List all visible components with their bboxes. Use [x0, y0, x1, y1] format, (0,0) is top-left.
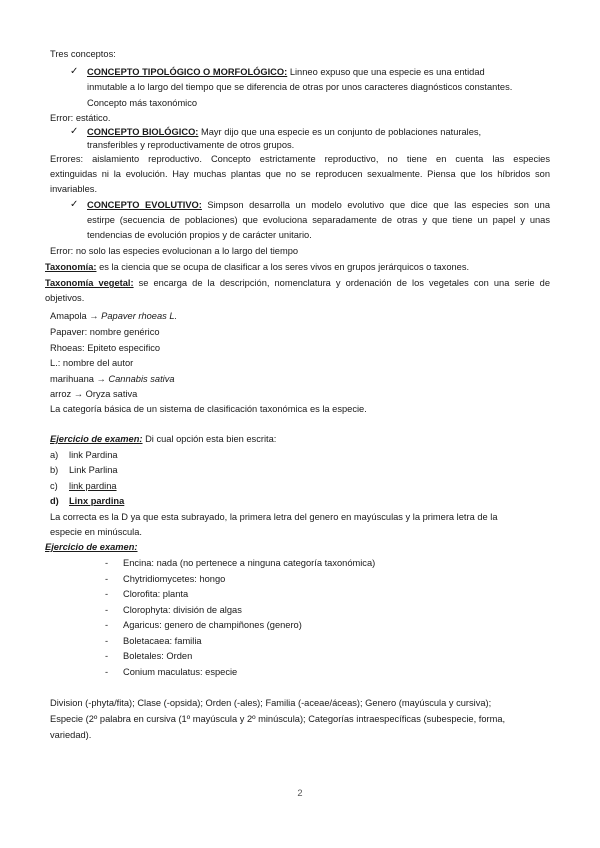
exercise2-item: Chytridiomycetes: hongo	[123, 574, 226, 584]
taxonomia-vegetal-line2: objetivos.	[45, 293, 85, 303]
example-categoria: La categoría básica de un sistema de clasificación taxonómica es la especie.	[50, 404, 367, 414]
concept3-line2: estirpe (secuencia de poblaciones) que evoluciona separadamente de otras y que tiene un papel y unas	[87, 215, 550, 225]
option-d-text: Linx pardina	[69, 496, 125, 506]
exercise2-item: Clorofita: planta	[123, 589, 189, 599]
concept1-text: Linneo expuso que una especie es una entidad	[287, 67, 485, 77]
example-amapola	[50, 310, 177, 322]
concept3-text: Simpson desarrolla un modelo evolutivo que dice que las especies son una	[201, 200, 550, 210]
option-c-text: link pardina	[69, 481, 117, 491]
dash-bullet: -	[105, 605, 109, 615]
concept2-line1	[87, 126, 481, 138]
option-a	[50, 449, 58, 461]
check-icon: ✓	[70, 126, 79, 137]
amapola-common: Amapola →	[50, 311, 99, 321]
summary-line2: Especie (2º palabra en cursiva (1º mayúscula y 2º minúscula); Categorías intraespecíficas (subespecie, forma,	[50, 714, 506, 724]
exercise2-title: Ejercicio de examen:	[45, 542, 138, 552]
intro-text: Tres conceptos:	[50, 49, 116, 59]
dash-bullet: -	[105, 651, 109, 661]
concept3-title: CONCEPTO EVOLUTIVO:	[87, 200, 202, 210]
exercise2-item: Agaricus: genero de champiñones (genero)	[123, 620, 302, 630]
error2-line1: Errores: aislamiento reproductivo. Concepto estrictamente reproductivo, no tiene en cuenta las especies	[50, 154, 550, 164]
exercise1-answer2: especie en minúscula.	[50, 527, 142, 537]
option-b	[50, 464, 58, 476]
exercise1-answer1: La correcta es la D ya que esta subrayado, la primera letra del genero en mayúsculas y la primera letra de la	[50, 512, 498, 522]
option-letter: a)	[50, 450, 59, 460]
exercise2-item: Boletales: Orden	[123, 651, 193, 661]
option-b-text: Link Parlina	[69, 465, 118, 475]
exercise2-item: Boletacaea: familia	[123, 636, 202, 646]
dash-bullet: -	[105, 620, 109, 630]
taxonomia-line	[45, 261, 469, 273]
option-c	[50, 480, 58, 492]
taxonomia-term: Taxonomía:	[45, 262, 97, 272]
concept1-line2: inmutable a lo largo del tiempo que se diferencia de otras por unos caracteres diagnósticos constantes.	[87, 82, 513, 92]
error3-text: Error: no solo las especies evolucionan a lo largo del tiempo	[50, 246, 299, 256]
example-autor: L.: nombre del autor	[50, 358, 134, 368]
concept3-line3: tendencias de evolución propios y de carácter unitario.	[87, 230, 312, 240]
dash-bullet: -	[105, 667, 109, 677]
concept1-title: CONCEPTO TIPOLÓGICO O MORFOLÓGICO:	[87, 67, 288, 77]
marihuana-scientific: Cannabis sativa	[105, 374, 175, 384]
marihuana-common: marihuana →	[50, 374, 106, 384]
exercise2-item: Encina: nada (no pertenece a ninguna categoría taxonómica)	[123, 558, 376, 568]
option-a-text: link Pardina	[69, 450, 118, 460]
taxonomia-vegetal-term: Taxonomía vegetal:	[45, 278, 134, 288]
concept3-line1	[87, 199, 550, 211]
concept2-text: Mayr dijo que una especie es un conjunto de poblaciones naturales,	[198, 127, 482, 137]
exercise1-question: Di cual opción esta bien escrita:	[142, 434, 277, 444]
dash-bullet: -	[105, 558, 109, 568]
example-rhoeas: Rhoeas: Epiteto especifico	[50, 343, 161, 353]
check-icon: ✓	[70, 66, 79, 77]
option-d	[50, 495, 59, 507]
option-letter: c)	[50, 481, 58, 491]
exercise2-item: Conium maculatus: especie	[123, 667, 238, 677]
summary-line3: variedad).	[50, 730, 92, 740]
error1-text: Error: estático.	[50, 113, 111, 123]
exercise2-item: Clorophyta: división de algas	[123, 605, 242, 615]
error2-line3: invariables.	[50, 184, 98, 194]
taxonomia-vegetal-line	[45, 277, 550, 289]
concept2-line2: transferibles y reproductivamente de otros grupos.	[87, 140, 295, 150]
exercise1-heading	[50, 433, 276, 445]
summary-line1: Division (-phyta/fita); Clase (-opsida); Orden (-ales); Familia (-aceae/áceas); Genero (mayúscula y cursiva);	[50, 698, 492, 708]
page-number: 2	[297, 788, 303, 798]
concept1-line1	[87, 66, 485, 78]
option-letter: b)	[50, 465, 59, 475]
example-arroz: arroz → Oryza sativa	[50, 389, 138, 399]
taxonomia-text: es la ciencia que se ocupa de clasificar a los seres vivos en grupos jerárquicos o taxones.	[96, 262, 470, 272]
example-marihuana	[50, 373, 175, 385]
exercise1-title: Ejercicio de examen:	[50, 434, 143, 444]
taxonomia-vegetal-text: se encarga de la descripción, nomenclatura y ordenación de los vegetales con una serie de	[133, 278, 550, 288]
dash-bullet: -	[105, 589, 109, 599]
error2-line2: extinguidas ni la evolución. Hay muchas plantas que no se reproducen sexualmente. Piensa que los híbridos son	[50, 169, 550, 179]
dash-bullet: -	[105, 636, 109, 646]
concept1-line3: Concepto más taxonómico	[87, 98, 198, 108]
example-papaver: Papaver: nombre genérico	[50, 327, 160, 337]
check-icon: ✓	[70, 199, 79, 210]
dash-bullet: -	[105, 574, 109, 584]
option-letter: d)	[50, 496, 59, 506]
concept2-title: CONCEPTO BIOLÓGICO:	[87, 127, 199, 137]
amapola-scientific: Papaver rhoeas L.	[98, 311, 178, 321]
